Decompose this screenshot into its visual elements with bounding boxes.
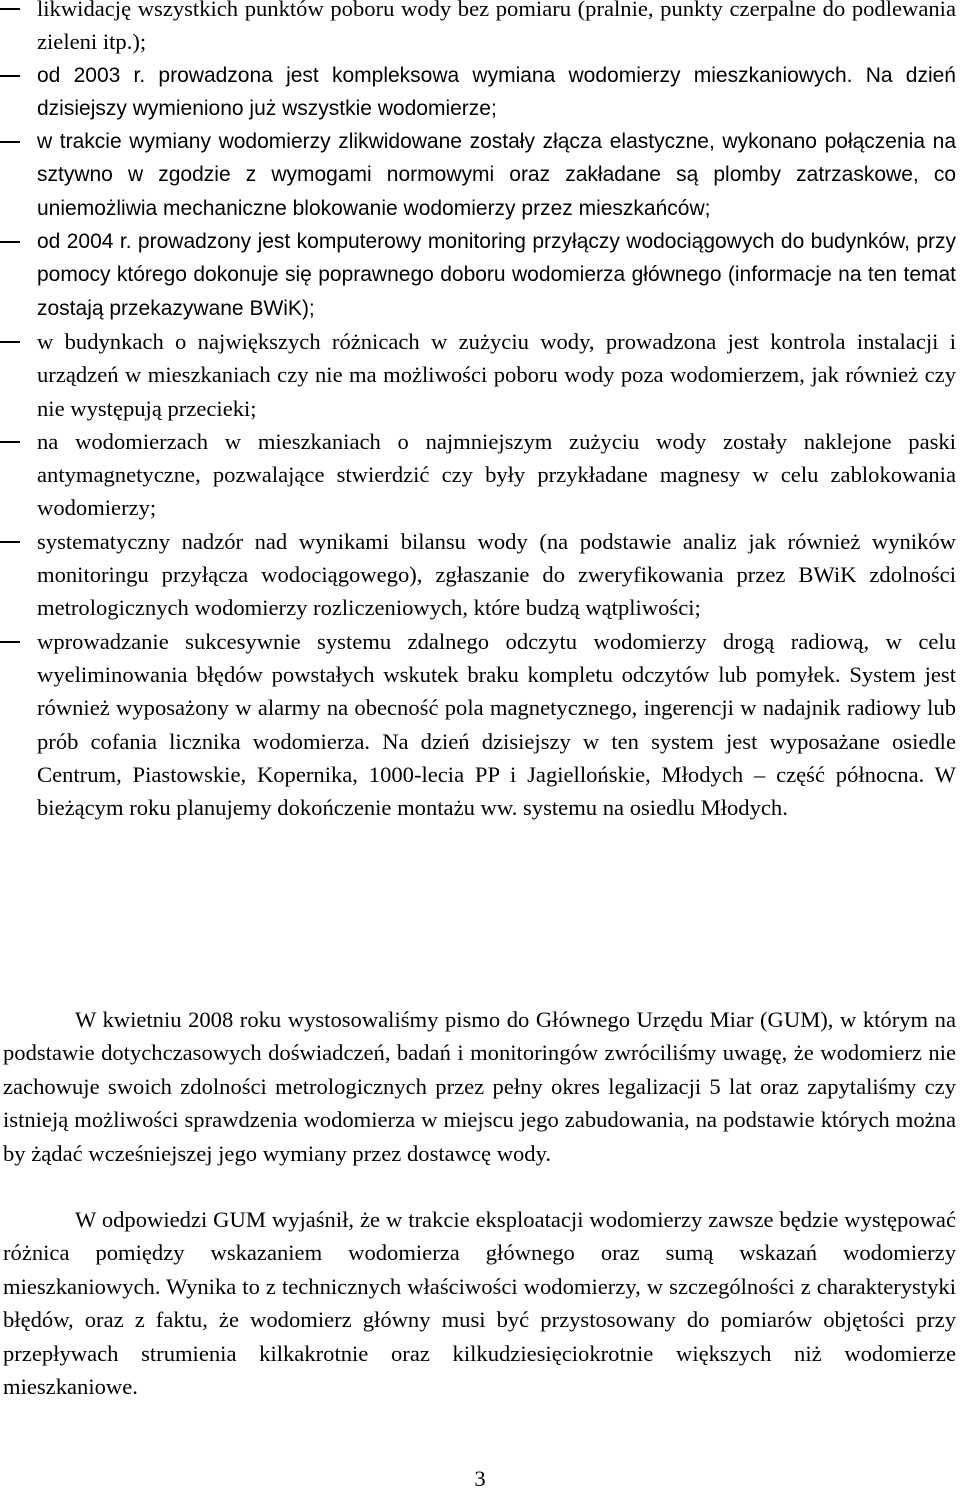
- dash-bullet-icon: [0, 341, 20, 343]
- bullet-item: [0, 125, 956, 225]
- dash-bullet-icon: [0, 641, 20, 643]
- dash-bullet-icon: [0, 241, 20, 243]
- bullet-text: od 2004 r. prowadzony jest komputerowy monitoring przyłączy wodociągowych do budynków, przy pomocy którego dokonuje się poprawnego doboru wodomierza głównego (informacje na ten temat zostają przekazywane BWiK);: [37, 230, 956, 320]
- page-number: 3: [474, 1466, 486, 1491]
- bullet-text: na wodomierzach w mieszkaniach o najmniejszym zużyciu wody zostały naklejone paski antymagnetyczne, pozwalające stwierdzić czy były przykładane magnesy w celu zablokowania wodomierzy;: [37, 428, 956, 521]
- bullet-text: w budynkach o największych różnicach w zużyciu wody, prowadzona jest kontrola instalacji i urządzeń w mieszkaniach czy nie ma możliwości poboru wody poza wodomierzem, jak również czy nie występują przecieki;: [37, 328, 956, 421]
- bullet-text: od 2003 r. prowadzona jest kompleksowa wymiana wodomierzy mieszkaniowych. Na dzień dzisiejszy wymieniono już wszystkie wodomierze;: [37, 63, 956, 120]
- bullet-item: [0, 59, 956, 126]
- bullet-item: [0, 225, 956, 325]
- bullet-item: [0, 0, 956, 59]
- dash-bullet-icon: [0, 75, 20, 77]
- bullet-text: likwidację wszystkich punktów poboru wody bez pomiaru (pralnie, punkty czerpalne do podlewania zieleni itp.);: [37, 0, 956, 55]
- body-paragraph: W kwietniu 2008 roku wystosowaliśmy pismo do Głównego Urzędu Miar (GUM), w którym na podstawie dotychczasowych doświadczeń, badań i monitoringów zwróciliśmy uwagę, że wodomierz nie zachowuje swoich zdolności metrologicznych przez pełny okres legalizacji 5 lat oraz zapytaliśmy czy istnieją możliwości sprawdzenia wodomierza w miejscu jego zabudowania, na podstawie których można by żądać wcześniejszej jego wymiany przez dostawcę wody.: [3, 1007, 956, 1166]
- bullet-item: [0, 325, 956, 425]
- bullet-item: [0, 525, 956, 625]
- bullet-text: systematyczny nadzór nad wynikami bilansu wody (na podstawie analiz jak również wyników monitoringu przyłącza wodociągowego), zgłaszanie do zweryfikowania przez BWiK zdolności metrologicznych wodomierzy rozliczeniowych, które budzą wątpliwości;: [37, 528, 956, 621]
- dash-bullet-icon: [0, 141, 20, 143]
- body-paragraph: W odpowiedzi GUM wyjaśnił, że w trakcie eksploatacji wodomierzy zawsze będzie występować różnica pomiędzy wskazaniem wodomierza głównego oraz sumą wskazań wodomierzy mieszkaniowych. Wynika to z technicznych właściwości wodomierzy, w szczególności z charakterystyki błędów, oraz z faktu, że wodomierz główny musi być przystosowany do pomiarów objętości przy przepływach strumienia kilkakrotnie oraz kilkudziesięciokrotnie większych niż wodomierze mieszkaniowe.: [3, 1207, 956, 1400]
- bullet-text: wprowadzanie sukcesywnie systemu zdalnego odczytu wodomierzy drogą radiową, w celu wyeliminowania błędów powstałych wskutek braku kompletu odczytów lub pomyłek. System jest również wyposażony w alarmy na obecność pola magnetycznego, ingerencji w nadajnik radiowy lub prób cofania licznika wodomierza. Na dzień dzisiejszy w ten system jest wyposażane osiedle Centrum, Piastowskie, Kopernika, 1000-lecia PP i Jagiellońskie, Młodych – część północna. W bieżącym roku planujemy dokończenie montażu ww. systemu na osiedlu Młodych.: [37, 628, 956, 821]
- dash-bullet-icon: [0, 8, 20, 10]
- bullet-item: [0, 425, 956, 525]
- bullet-item: [0, 625, 956, 825]
- dash-bullet-icon: [0, 441, 20, 443]
- dash-bullet-icon: [0, 541, 20, 543]
- bullet-text: w trakcie wymiany wodomierzy zlikwidowane zostały złącza elastyczne, wykonano połączenia na sztywno w zgodzie z wymogami normowymi oraz zakładane są plomby zatrzaskowe, co uniemożliwia mechaniczne blokowanie wodomierzy przez mieszkańców;: [37, 130, 956, 220]
